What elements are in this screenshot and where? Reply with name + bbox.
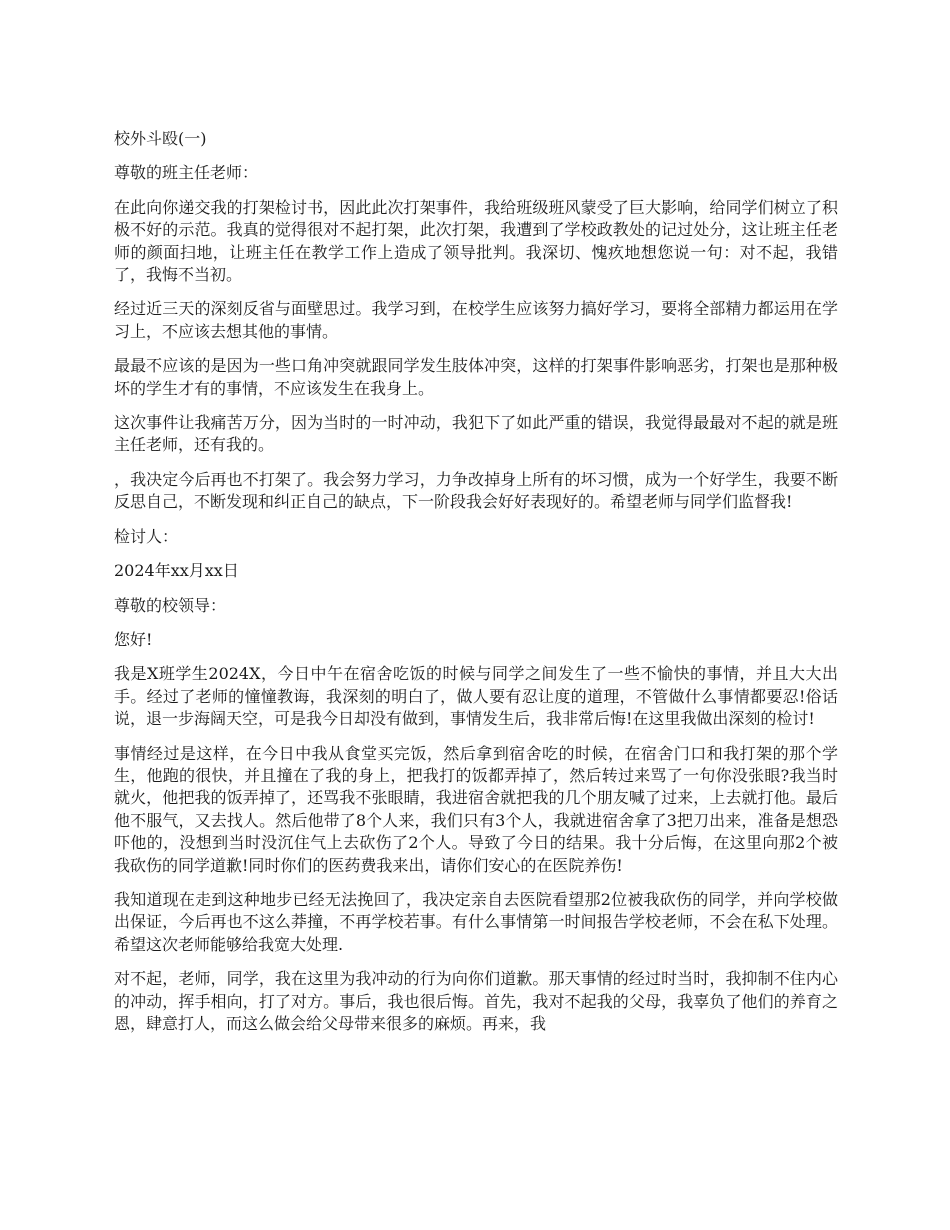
body-paragraph: 对不起，老师，同学，我在这里为我冲动的行为向你们道歉。那天事情的经过时当时，我抑制不住内心的冲动，挥手相向，打了对方。事后，我也很后悔。首先，我对不起我的父母，我辜负了他们的养育之恩，肆意打人，而这么做会给父母带来很多的麻烦。再来，我 (114, 969, 838, 1033)
document-page (114, 128, 838, 1047)
salutation-teacher: 尊敬的班主任老师： (114, 163, 259, 183)
body-paragraph: 在此向你递交我的打架检讨书，因此此次打架事件，我给班级班风蒙受了巨大影响，给同学们树立了积极不好的示范。我真的觉得很对不起打架，此次打架，我遭到了学校政教处的记过处分，这让班主任老师的颜面扫地，让班主任在教学工作上造成了领导批判。我深切、愧疚地想您说一句：对不起，我错了，我悔不当初。 (114, 197, 838, 285)
body-paragraph: ，我决定今后再也不打架了。我会努力学习，力争改掉身上所有的坏习惯，成为一个好学生，我要不断反思自己，不断发现和纠正自己的缺点，下一阶段我会好好表现好的。希望老师与同学们监督我! (114, 469, 838, 512)
body-paragraph: 我是X班学生2024X，今日中午在宿舍吃饭的时候与同学之间发生了一些不愉快的事情，并且大大出手。经过了老师的憧憧教诲，我深刻的明白了，做人要有忍让度的道理，不管做什么事情都要忍!俗话说，退一步海阔天空，可是我今日却没有做到，事情发生后，我非常后悔!在这里我做出深刻的检讨! (114, 664, 838, 729)
document-title: 校外斗殴(一) (114, 129, 207, 148)
salutation-school-leader: 尊敬的校领导： (114, 595, 227, 615)
document-date: 2024年xx月xx日 (114, 561, 239, 581)
body-paragraph: 经过近三天的深刻反省与面壁思过。我学习到，在校学生应该努力搞好学习，要将全部精力都运用在学习上，不应该去想其他的事情。 (114, 299, 838, 341)
signature-label: 检讨人： (114, 526, 179, 546)
body-paragraph: 我知道现在走到这种地步已经无法挽回了，我决定亲自去医院看望那2位被我砍伤的同学，并向学校做出保证，今后再也不这么莽撞，不再学校若事。有什么事情第一时间报告学校老师，不会在私下处理。希望这次老师能够给我宽大处理. (114, 889, 838, 954)
body-paragraph: 这次事件让我痛苦万分，因为当时的一时冲动，我犯下了如此严重的错误，我觉得最最对不起的就是班主任老师，还有我的。 (114, 413, 838, 455)
body-paragraph: 事情经过是这样，在今日中我从食堂买完饭，然后拿到宿舍吃的时候，在宿舍门口和我打架的那个学生，他跑的很快，并且撞在了我的身上，把我打的饭都弄掉了，然后转过来骂了一句你没张眼?我当时就火，他把我的饭弄掉了，还骂我不张眼睛，我进宿舍就把我的几个朋友喊了过来，上去就打他。最后他不服气，又去找人。然后他带了8个人来，我们只有3个人，我就进宿舍拿了3把刀出来，准备是想恐吓他的，没想到当时没沉住气上去砍伤了2个人。导致了今日的结果。我十分后悔，在这里向那2个被我砍伤的同学道歉!同时你们的医药费我来出，请你们安心的在医院养伤! (114, 743, 838, 875)
greeting: 您好! (114, 629, 153, 649)
body-paragraph: 最最不应该的是因为一些口角冲突就跟同学发生肢体冲突，这样的打架事件影响恶劣，打架也是那种极坏的学生才有的事情，不应该发生在我身上。 (114, 356, 838, 398)
